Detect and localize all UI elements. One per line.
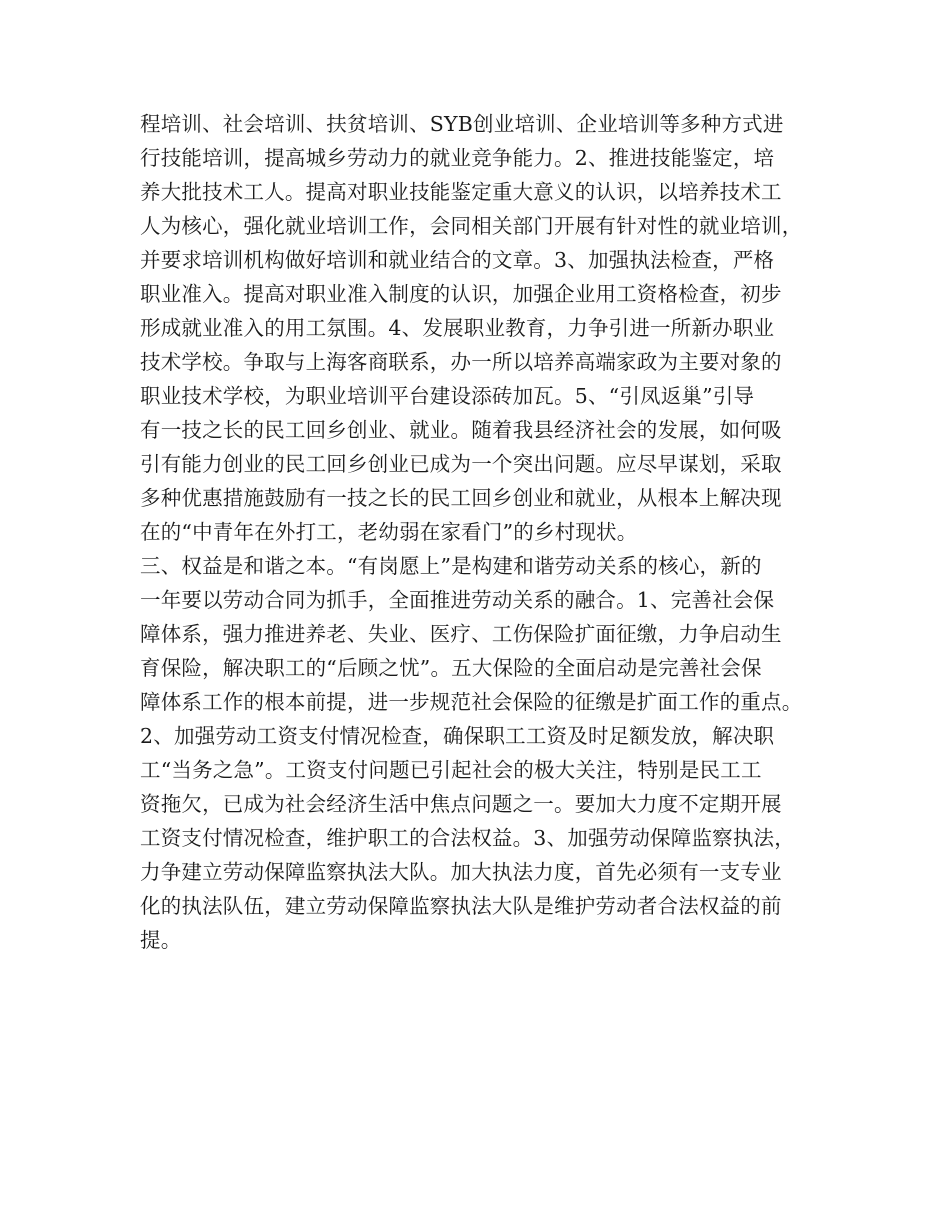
- text-line: 程培训、社会培训、扶贫培训、SYB创业培训、企业培训等多种方式进: [140, 112, 784, 136]
- text-line: 2、加强劳动工资支付情况检查，确保职工工资及时足额发放，解决职: [140, 724, 775, 748]
- text-line: 人为核心，强化就业培训工作，会同相关部门开展有针对性的就业培训，: [140, 214, 803, 238]
- text-line: 障体系工作的根本前提，进一步规范社会保险的征缴是扩面工作的重点。: [140, 690, 803, 714]
- text-line: 工资支付情况检查，维护职工的合法权益。3、加强劳动保障监察执法，: [140, 826, 795, 850]
- text-line: 障体系，强力推进养老、失业、医疗、工伤保险扩面征缴，力争启动生: [140, 622, 782, 646]
- text-line: 一年要以劳动合同为抓手，全面推进劳动关系的融合。1、完善社会保: [140, 588, 775, 612]
- text-line: 职业准入。提高对职业准入制度的认识，加强企业用工资格检查，初步: [140, 282, 782, 306]
- text-line: 引有能力创业的民工回乡创业已成为一个突出问题。应尽早谋划，采取: [140, 452, 782, 476]
- text-line: 并要求培训机构做好培训和就业结合的文章。3、加强执法检查，严格: [140, 248, 775, 272]
- section-heading-line: 三、权益是和谐之本。“有岗愿上”是构建和谐劳动关系的核心，新的: [140, 554, 762, 578]
- text-line: 技术学校。争取与上海客商联系，办一所以培养高端家政为主要对象的: [140, 350, 782, 374]
- text-line: 养大批技术工人。提高对职业技能鉴定重大意义的认识，以培养技术工: [140, 180, 782, 204]
- text-line: 育保险，解决职工的“后顾之忧”。五大保险的全面启动是完善社会保: [140, 656, 762, 680]
- text-line: 职业技术学校，为职业培训平台建设添砖加瓦。5、“引凤返巢”引导: [140, 384, 755, 408]
- text-line: 形成就业准入的用工氛围。4、发展职业教育，力争引进一所新办职业: [140, 316, 775, 340]
- text-line: 提。: [140, 928, 182, 952]
- text-line: 有一技之长的民工回乡创业、就业。随着我县经济社会的发展，如何吸: [140, 418, 782, 442]
- text-line: 资拖欠，已成为社会经济生活中焦点问题之一。要加大力度不定期开展: [140, 792, 782, 816]
- text-line: 化的执法队伍，建立劳动保障监察执法大队是维护劳动者合法权益的前: [140, 894, 782, 918]
- body-text: [140, 107, 830, 957]
- text-line: 力争建立劳动保障监察执法大队。加大执法力度，首先必须有一支专业: [140, 860, 782, 884]
- text-line: 工“当务之急”。工资支付问题已引起社会的极大关注，特别是民工工: [140, 758, 762, 782]
- text-line: 行技能培训，提高城乡劳动力的就业竞争能力。2、推进技能鉴定，培: [140, 146, 775, 170]
- text-line: 多种优惠措施鼓励有一技之长的民工回乡创业和就业，从根本上解决现: [140, 486, 782, 510]
- text-line: 在的“中青年在外打工，老幼弱在家看门”的乡村现状。: [140, 520, 638, 544]
